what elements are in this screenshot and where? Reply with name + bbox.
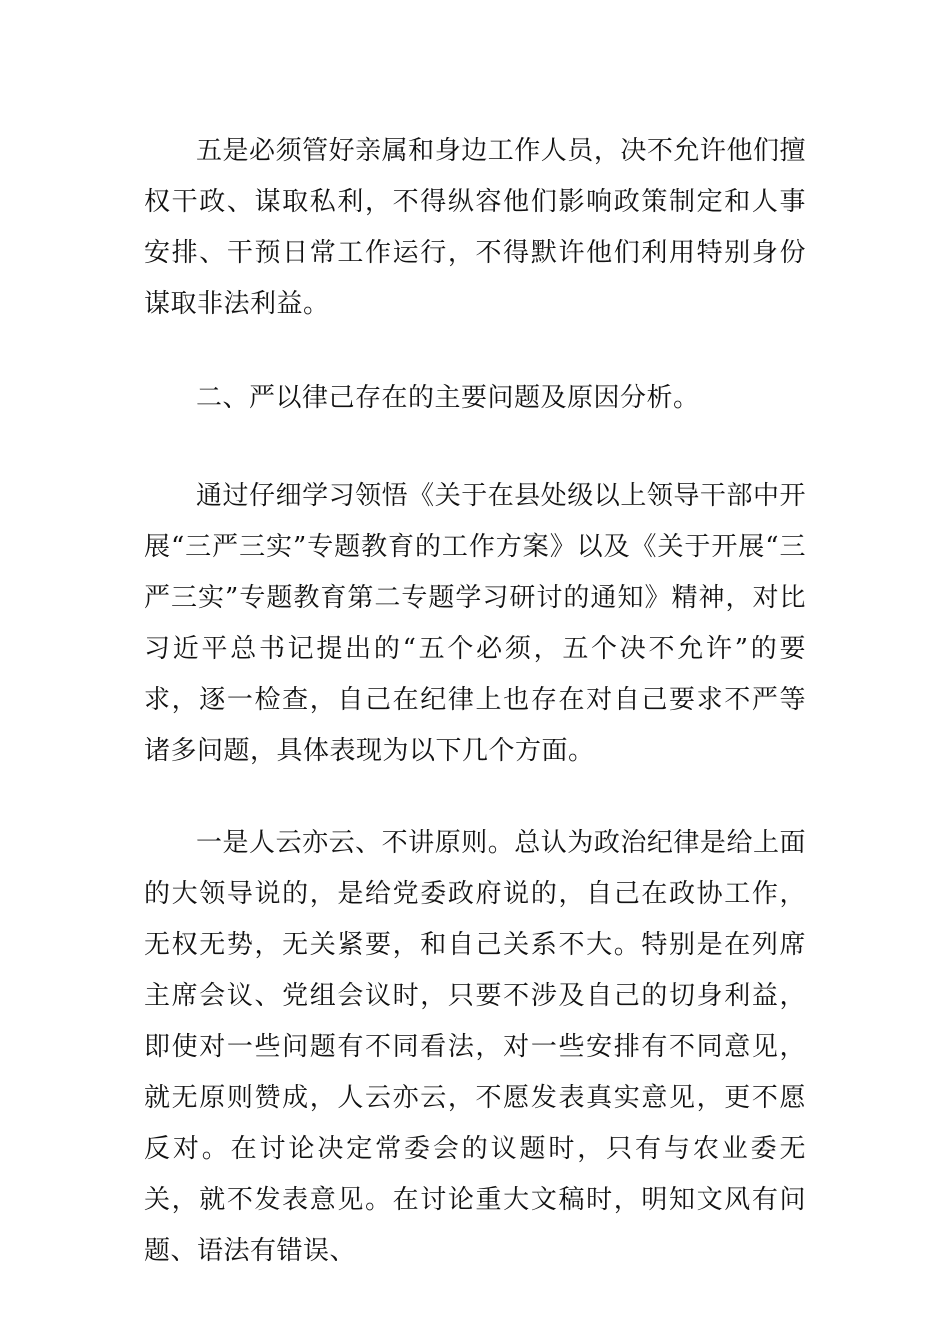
section-heading-two: 二、严以律己存在的主要问题及原因分析。 [196, 383, 700, 413]
paragraph-study-overview: 通过仔细学习领悟《关于在县处级以上领导干部中开展“三严三实”专题教育的工作方案》以及《关于开展“三严三实”专题教育第二专题学习研讨的通知》精神，对比习近平总书记提出的“五个必须，五个决不允许”的要求，逐一检查，自己在纪律上也存在对自己要求不严等诸多问题，具体表现为以下几个方面。 [144, 481, 806, 766]
paragraph-problem-one: 一是人云亦云、不讲原则。总认为政治纪律是给上面的大领导说的，是给党委政府说的，自己在政协工作，无权无势，无关紧要，和自己关系不大。特别是在列席主席会议、党组会议时，只要不涉及自己的切身利益，即使对一些问题有不同看法，对一些安排有不同意见，就无原则赞成，人云亦云，不愿发表真实意见，更不愿反对。在讨论决定常委会的议题时，只有与农业委无关，就不发表意见。在讨论重大文稿时，明知文风有问题、语法有错误、 [144, 828, 806, 1266]
paragraph-five-musts-item-five: 五是必须管好亲属和身边工作人员，决不允许他们擅权干政、谋取私利，不得纵容他们影响政策制定和人事安排、干预日常工作运行，不得默许他们利用特别身份谋取非法利益。 [144, 136, 806, 319]
